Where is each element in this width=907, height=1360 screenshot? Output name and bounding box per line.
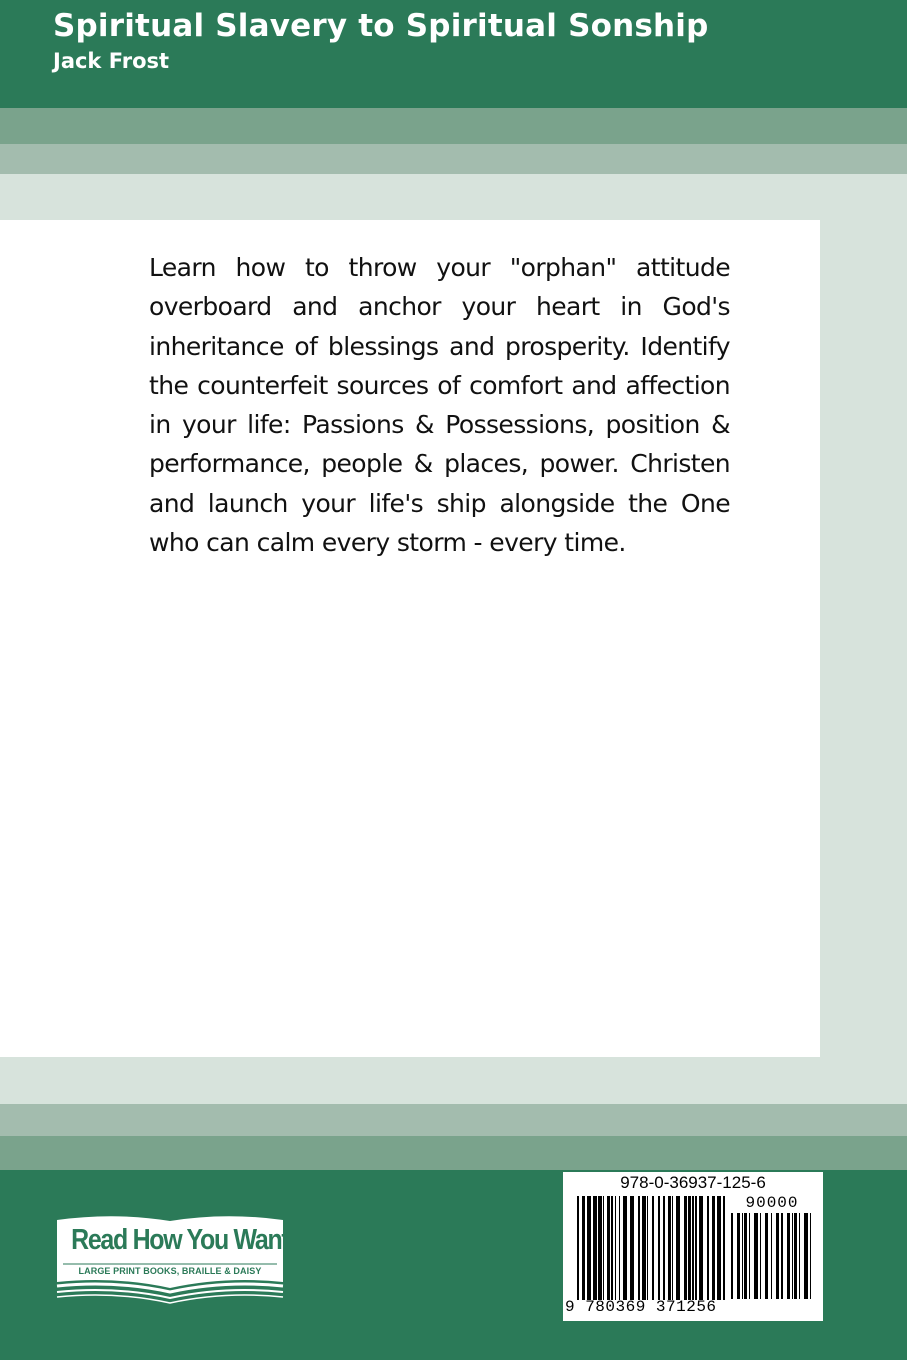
barcode-bar [695,1196,697,1300]
barcode-bar [684,1196,687,1300]
barcode-bar [672,1196,673,1300]
barcode-bar [582,1196,585,1300]
barcode-bar [652,1196,654,1300]
barcode-bar [699,1196,703,1300]
barcode-bar [668,1196,671,1300]
barcode-bar [717,1196,721,1300]
addon-barcode-bars [731,1213,811,1299]
barcode-bar [731,1213,733,1299]
barcode-bar [776,1213,779,1299]
barcode-bar [742,1213,743,1299]
barcode-bar [647,1196,648,1300]
publisher-tagline: LARGE PRINT BOOKS, BRAILLE & DAISY [78,1266,262,1276]
barcode-bar [804,1213,808,1299]
barcode-bar [676,1196,680,1300]
isbn-barcode [563,1172,823,1321]
book-author: Jack Frost [53,49,170,73]
stripe-top-mid [0,108,907,144]
barcode-bar [619,1196,620,1300]
barcode-bar [607,1196,610,1300]
barcode-bar [630,1196,634,1300]
book-title: Spiritual Slavery to Spiritual Sonship [53,8,709,44]
barcode-bar [760,1213,761,1299]
price-code: 90000 [745,1194,799,1212]
barcode-bar [707,1196,709,1300]
book-blurb: Learn how to throw your "orphan" attitude overboard and anchor your heart in God's inheritance of blessings and prosperity. Identify the counterfeit sources of comfort and affection in your life: Passions & Possessions, position & performance, people & places, power. Christen and launch your life's ship alongside the One who can calm every storm - every time. [149,253,730,558]
barcode-bar [611,1196,613,1300]
barcode-bar [642,1196,646,1300]
publisher-logo [55,1212,289,1304]
barcode-bar [754,1213,758,1299]
barcode-bar [744,1213,747,1299]
ean-digits: 9 780369 371256 [565,1298,717,1316]
barcode-bar [781,1213,783,1299]
ean-barcode-bars [577,1196,725,1300]
barcode-bar [737,1213,740,1299]
publisher-logo-text: Read How You Want [71,1224,289,1256]
barcode-bar [723,1196,725,1300]
barcode-bar [794,1213,797,1299]
barcode-bar [765,1213,768,1299]
stripe-bottom-mid [0,1136,907,1170]
barcode-bar [577,1196,579,1300]
barcode-bar [587,1196,591,1300]
barcode-bar [692,1196,694,1300]
isbn-number: 978-0-36937-125-6 [620,1173,766,1192]
barcode-bar [638,1196,640,1300]
barcode-bar [792,1213,793,1299]
barcode-bar [810,1213,811,1299]
barcode-bar [603,1196,604,1300]
barcode-bar [799,1213,800,1299]
barcode-bar [658,1196,660,1300]
stripe-bottom-light [0,1104,907,1136]
barcode-bar [771,1213,772,1299]
barcode-bar [749,1213,750,1299]
barcode-bar [688,1196,691,1300]
barcode-bar [712,1196,715,1300]
barcode-bar [593,1196,597,1300]
barcode-bar [598,1196,602,1300]
barcode-bar [663,1196,665,1300]
barcode-bar [615,1196,616,1300]
barcode-bar [623,1196,627,1300]
barcode-bar [787,1213,790,1299]
stripe-top-light [0,144,907,174]
